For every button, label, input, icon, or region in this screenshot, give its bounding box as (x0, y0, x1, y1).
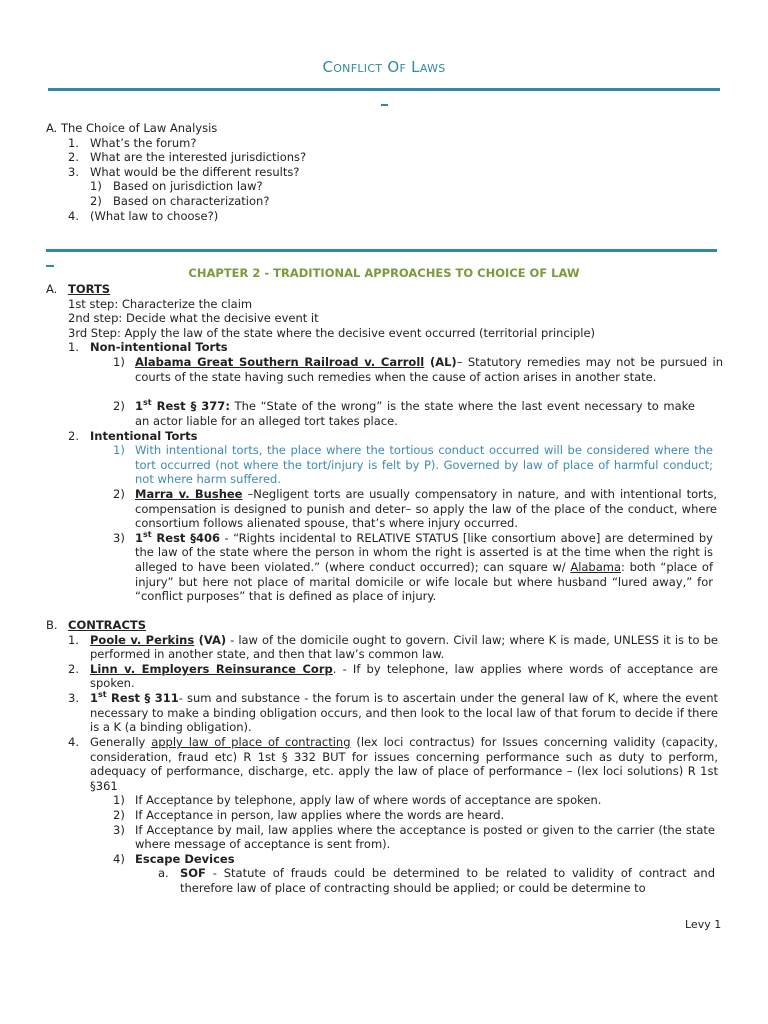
title-rule-mark (381, 104, 388, 106)
intentional-torts-note: With intentional torts, the place where the tortious conduct occurred will be considered where the tort occurred (not where the tort/injury is felt by P). Governed by law of place of harmful conduct; not where harm suffered. (135, 443, 713, 487)
list-item: What would be the different results? (90, 164, 300, 179)
case-summary: - law of the domicile ought to govern. Civil law; where K is made, UNLESS it is to be performed in another state, and then that law’s common law. (90, 632, 718, 662)
list-number: 1) (90, 179, 102, 194)
choice-analysis-heading: A. The Choice of Law Analysis (46, 121, 218, 135)
list-number: 1. (68, 340, 79, 355)
torts-step-3: 3rd Step: Apply the law of the state where the decisive event occurred (territorial principle) (68, 325, 596, 340)
list-number: 4. (68, 208, 79, 223)
list-number: 4. (68, 735, 79, 749)
list-number: 3) (113, 530, 125, 545)
restatement-number: 1 (135, 530, 144, 545)
marra-case-paragraph (135, 487, 717, 531)
list-number: 1. (68, 632, 79, 647)
sof-paragraph (180, 866, 715, 895)
sof-label: SOF (180, 866, 206, 881)
nonintentional-torts-heading: Non-intentional Torts (90, 340, 228, 355)
restatement-311-paragraph (90, 691, 718, 735)
list-number: 1) (113, 793, 125, 808)
rule-emphasis: apply law of place of contracting (151, 735, 351, 749)
case-name: Linn v. Employers Reinsurance Corp (90, 661, 333, 676)
intentional-torts-heading: Intentional Torts (90, 428, 198, 443)
restatement-section: Rest § 377: (151, 399, 230, 413)
torts-step-1: 1st step: Characterize the claim (68, 296, 253, 311)
linn-case-paragraph (90, 662, 718, 691)
rule-intro: Generally (90, 735, 152, 749)
poole-case-paragraph (90, 633, 718, 662)
restatement-number: 1 (90, 691, 99, 705)
list-number: 1) (113, 355, 125, 369)
list-number: 2) (113, 399, 125, 413)
list-number: 3. (68, 691, 79, 705)
list-item: What’s the forum? (90, 135, 197, 150)
list-number: 4) (113, 851, 125, 866)
list-item: What are the interested jurisdictions? (90, 150, 307, 165)
chapter-heading: CHAPTER 2 - TRADITIONAL APPROACHES TO CHOICE OF LAW (188, 266, 580, 280)
ordinal-suffix: st (98, 690, 107, 700)
list-item: Based on jurisdiction law? (113, 179, 263, 194)
restatement-text: - sum and substance - the forum is to ascertain under the general law of K, where the event necessary to make a binding obligation occurs, and then look to the local law of that forum to decide if there is a K (a binding obligation). (90, 691, 719, 735)
title-rule (48, 88, 720, 91)
page-footer: Levy 1 (685, 918, 722, 931)
case-name: Marra v. Bushee (135, 487, 243, 501)
list-item: Based on characterization? (113, 194, 270, 208)
list-number: 2) (113, 487, 125, 501)
contracts-letter: B. (46, 618, 58, 632)
list-number: a. (158, 866, 169, 881)
alabama-case-paragraph (135, 355, 723, 384)
restatement-377-paragraph (135, 399, 695, 428)
case-summary: –Negligent torts are usually compensatory in nature, and with intentional torts, compensation is designed to punish and deter– so apply the law of the place of the conduct, where consortium follows alienated spouse, that’s where injury occurred. (135, 487, 717, 531)
restatement-text-cont: : both “place of injury” but here not place of marital domicile or wife locale but where husband “lured away,” for “conflict purposes” that is defined as place of injury. (135, 559, 713, 604)
restatement-section: Rest § 311 (106, 691, 179, 705)
acceptance-telephone: If Acceptance by telephone, apply law of where words of acceptance are spoken. (135, 793, 602, 808)
case-summary: – Statutory remedies may not be pursued in courts of the state having such remedies when the cause of action arises in another state. (135, 355, 723, 384)
list-item: (What law to choose?) (90, 208, 219, 223)
acceptance-by-mail: If Acceptance by mail, law applies where the acceptance is posted or given to the carrier (the state where message of acceptance is sent from). (135, 822, 715, 852)
jurisdiction-tag: (VA) (194, 632, 227, 647)
escape-devices-heading: Escape Devices (135, 851, 235, 866)
restatement-text: - “Rights incidental to RELATIVE STATUS [like consortium above] are determined by the law of the state where the person in whom the right is asserted is at the time when the right is alleged to have been violated.” (where conduct occurred); can square w/ (135, 530, 713, 574)
list-number: 2. (68, 150, 79, 165)
sof-text: - Statute of frauds could be determined to be related to validity of contract and therefore law of place of contracting should be applied; or could be determine to (180, 866, 715, 895)
case-summary: . - If by telephone, law applies where words of acceptance are spoken. (90, 661, 718, 691)
case-reference: Alabama (570, 559, 622, 574)
section-rule (46, 249, 717, 252)
ordinal-suffix: st (143, 398, 152, 408)
acceptance-in-person: If Acceptance in person, law applies where the words are heard. (135, 808, 505, 822)
restatement-text: The “State of the wrong” is the state where the last event necessary to make an actor liable for an alleged tort takes place. (135, 399, 695, 428)
list-number: 2. (68, 661, 79, 676)
list-number: 2) (113, 808, 125, 822)
case-name: Poole v. Perkins (90, 632, 195, 647)
torts-heading: TORTS (68, 282, 111, 296)
torts-step-2: 2nd step: Decide what the decisive event it (68, 311, 319, 326)
list-number: 3) (113, 822, 125, 837)
list-number: 2. (68, 428, 79, 443)
page-title: Conflict Of Laws (322, 58, 446, 76)
jurisdiction-tag: (AL) (424, 355, 457, 369)
contracts-heading: CONTRACTS (68, 618, 147, 632)
case-name: Alabama Great Southern Railroad v. Carroll (135, 355, 425, 369)
ordinal-suffix: st (143, 529, 152, 539)
restatement-section: Rest §406 (151, 530, 220, 545)
list-number: 2) (90, 194, 102, 208)
rule-text: (lex loci contractus) for Issues concerning validity (capacity, consideration, fraud etc) R 1st § 332 BUT for issues concerning performance such as duty to perform, adequacy of performance, discharge, etc. apply the law of place of performance – (lex loci solutions) R 1st §361 (90, 735, 719, 793)
restatement-number: 1 (135, 399, 144, 413)
general-rule-paragraph (90, 735, 718, 793)
list-number: 1. (68, 135, 79, 150)
list-number: 3. (68, 164, 79, 179)
torts-letter: A. (46, 282, 58, 296)
list-number: 1) (113, 443, 125, 458)
restatement-406-paragraph (135, 531, 713, 604)
